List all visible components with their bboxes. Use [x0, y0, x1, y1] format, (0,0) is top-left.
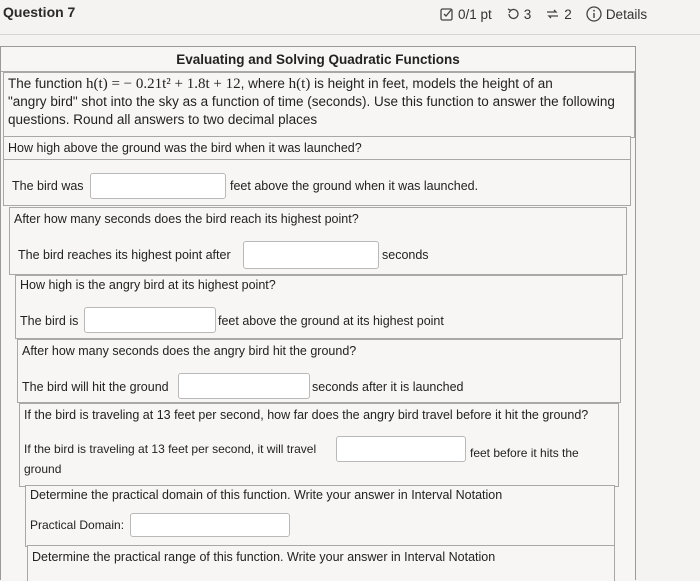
launch-height-input[interactable]: [90, 173, 226, 199]
answer-suffix: seconds: [382, 248, 429, 262]
part-6: [25, 485, 615, 547]
answer-prefix: The bird will hit the ground: [22, 380, 169, 394]
info-icon[interactable]: [586, 6, 602, 22]
answer-suffix: feet before it hits the: [470, 446, 579, 460]
part-4: [17, 339, 621, 403]
answer-suffix: seconds after it is launched: [312, 380, 464, 394]
question-title: Question 7: [3, 4, 76, 20]
intro-text: "angry bird" shot into the sky as a function of time (seconds). Use this function to answer the following: [8, 94, 615, 109]
retries-count: 3: [523, 6, 532, 22]
part-question: After how many seconds does the bird reach its highest point?: [14, 212, 359, 226]
answer-suffix-2: ground: [24, 462, 62, 476]
distance-input[interactable]: [336, 436, 466, 462]
part-question: How high above the ground was the bird when it was launched?: [8, 141, 362, 155]
part-7: [27, 545, 615, 581]
answer-prefix: Practical Domain:: [30, 518, 125, 532]
landing-time-input[interactable]: [178, 373, 310, 399]
answer-prefix: The bird reaches its highest point after: [18, 248, 231, 262]
problem-header: Evaluating and Solving Quadratic Functions: [1, 47, 635, 72]
score-text: 0/1 pt: [458, 6, 492, 22]
header-divider: [0, 34, 700, 35]
problem-container: [0, 46, 636, 580]
part-5: [19, 403, 619, 487]
attempts-icon: [545, 7, 560, 21]
part-question: How high is the angry bird at its highest point?: [20, 278, 276, 292]
details-link[interactable]: Details: [605, 6, 648, 22]
part-1: [3, 136, 631, 206]
part-2: [9, 207, 627, 275]
checkbox-edit-icon: [440, 7, 454, 21]
problem-intro: [3, 72, 635, 138]
part-question: After how many seconds does the angry bird hit the ground?: [22, 344, 357, 358]
peak-height-input[interactable]: [84, 307, 216, 333]
retry-icon: [506, 7, 520, 21]
answer-suffix: feet above the ground when it was launched.: [230, 179, 479, 193]
attempts-count: 2: [564, 6, 572, 22]
part-3: [15, 275, 623, 339]
part-question: Determine the practical range of this function. Write your answer in Interval Notation: [32, 550, 496, 564]
answer-prefix: If the bird is traveling at 13 feet per second, it will travel: [24, 442, 317, 456]
function-formula: h(t) = − 0.21t² + 1.8t + 12: [86, 76, 241, 92]
divider: [4, 159, 630, 160]
domain-input[interactable]: [130, 513, 290, 537]
intro-text: The function: [8, 76, 87, 91]
answer-suffix: feet above the ground at its highest point: [218, 314, 444, 328]
function-name: h(t): [288, 76, 311, 92]
question-meta: [440, 6, 647, 22]
answer-prefix: The bird was: [12, 179, 84, 193]
intro-text: questions. Round all answers to two decimal places: [8, 112, 318, 127]
part-question: If the bird is traveling at 13 feet per second, how far does the angry bird travel before it hit the ground?: [24, 408, 589, 422]
question-header: [0, 0, 700, 30]
intro-text: , where: [240, 76, 289, 91]
part-question: Determine the practical domain of this function. Write your answer in Interval Notation: [30, 488, 503, 502]
answer-prefix: The bird is: [20, 314, 79, 328]
intro-text: is height in feet, models the height of an: [310, 76, 553, 91]
peak-time-input[interactable]: [243, 241, 379, 269]
